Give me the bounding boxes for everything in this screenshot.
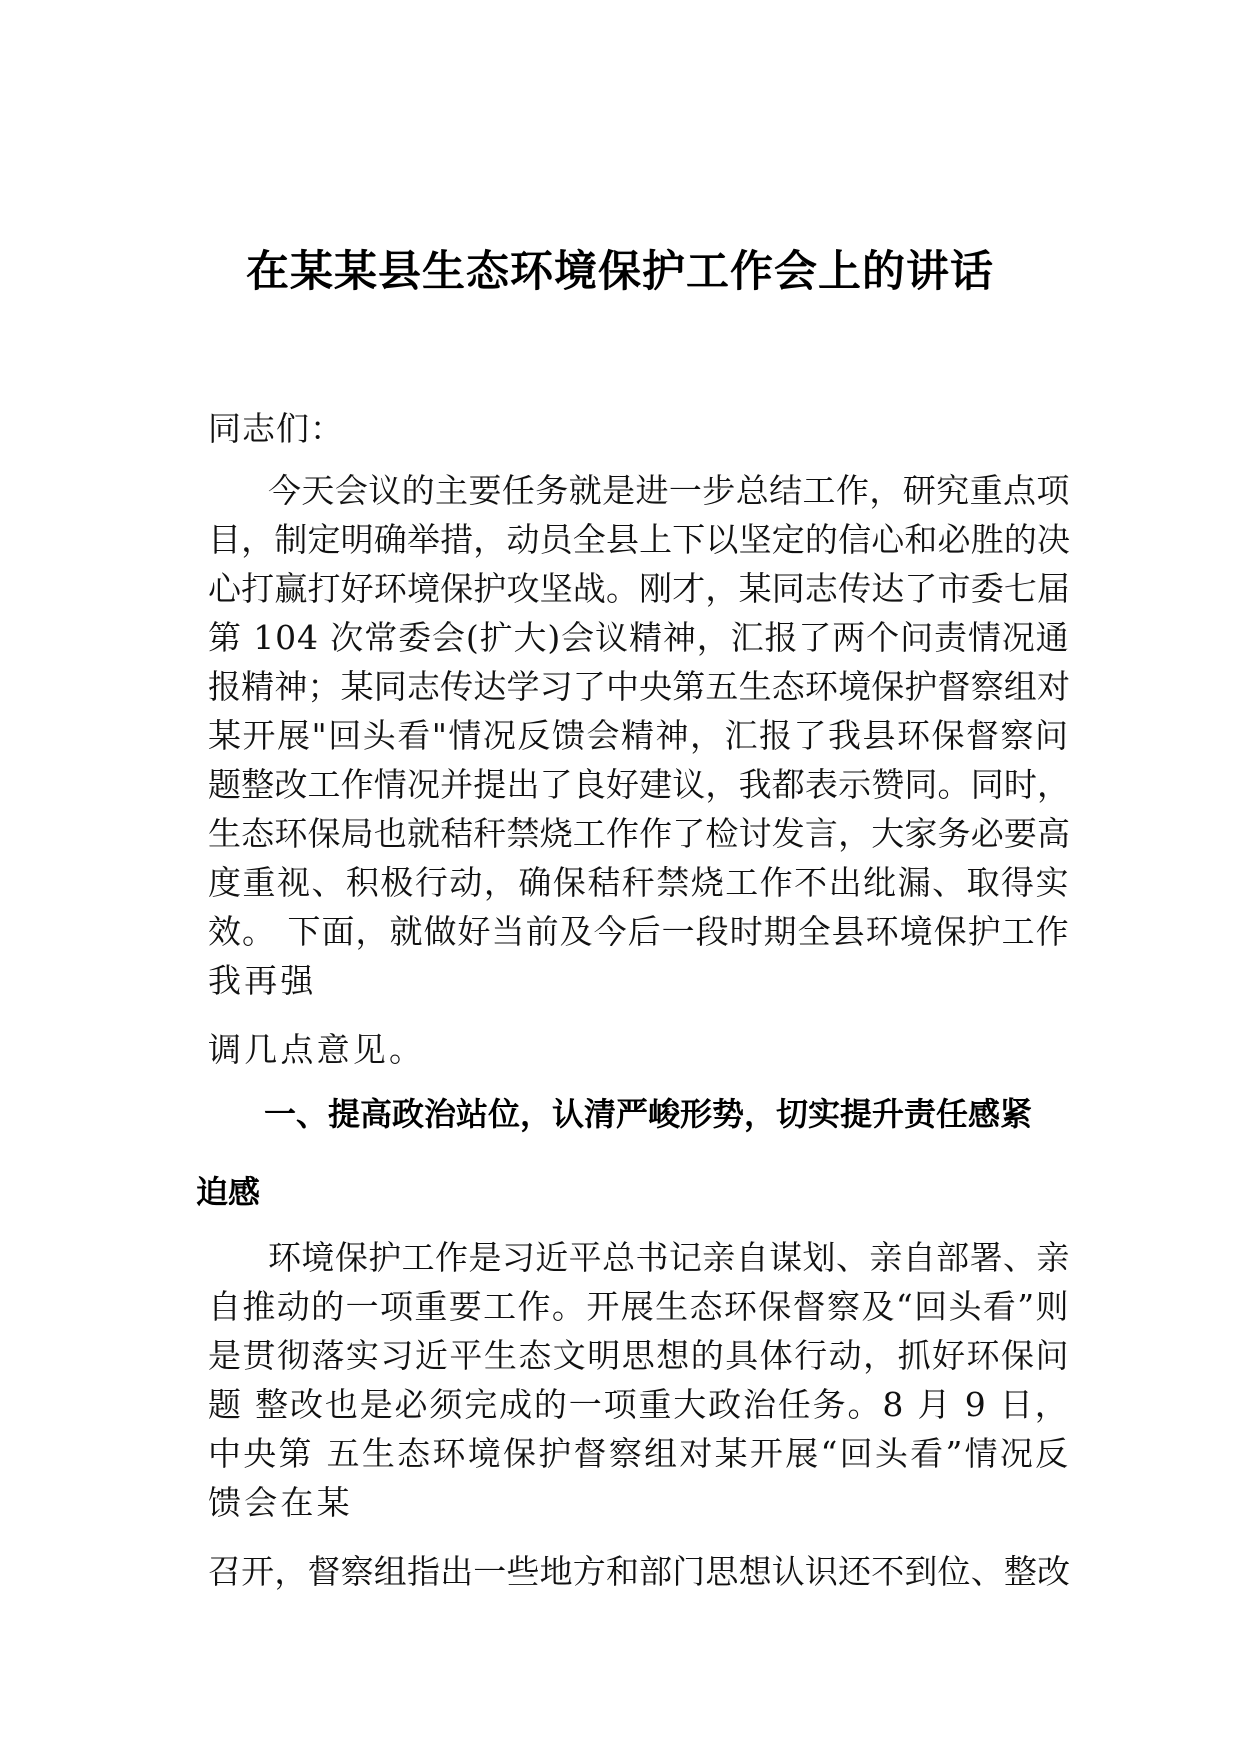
paragraph-line: 我再强 — [208, 961, 317, 1000]
paragraph-line: 心打赢打好环境保护攻坚战。刚才，某同志传达了市委七届 — [208, 569, 1071, 608]
paragraph-line: 自推动的一项重要工作。开展生态环保督察及“回头看”则 — [208, 1287, 1070, 1326]
paragraph-line: 是贯彻落实习近平生态文明思想的具体行动，抓好环保问 — [208, 1336, 1070, 1375]
paragraph-line: 度重视、积极行动，确保秸秆禁烧工作不出纰漏、取得实 — [208, 863, 1070, 902]
paragraph-line: 调几点意见。 — [208, 1030, 426, 1069]
paragraph-line: 题 整改也是必须完成的一项重大政治任务。8 月 9 日， — [208, 1385, 1070, 1424]
paragraph-line: 某开展"回头看"情况反馈会精神，汇报了我县环保督察问 — [208, 716, 1070, 755]
paragraph-line: 效。 下面，就做好当前及今后一段时期全县环境保护工作 — [208, 912, 1070, 951]
paragraph-line: 第 104 次常委会(扩大)会议精神，汇报了两个问责情况通 — [208, 618, 1070, 657]
paragraph-line: 报精神；某同志传达学习了中央第五生态环境保护督察组对 — [208, 667, 1071, 706]
section-heading-1-cont: 迫感 — [196, 1173, 261, 1211]
paragraph-line: 生态环保局也就秸秆禁烧工作作了检讨发言，大家务必要高 — [208, 814, 1071, 853]
paragraph-line: 馈会在某 — [208, 1483, 353, 1522]
salutation: 同志们： — [208, 409, 344, 448]
document-title: 在某某县生态环境保护工作会上的讲话 — [246, 247, 994, 297]
paragraph-line: 召开，督察组指出一些地方和部门思想认识还不到位、整改 — [208, 1552, 1071, 1591]
paragraph-line: 中央第 五生态环境保护督察组对某开展“回头看”情况反 — [208, 1434, 1071, 1473]
paragraph-line: 环境保护工作是习近平总书记亲自谋划、亲自部署、亲 — [268, 1238, 1070, 1277]
paragraph-line: 题整改工作情况并提出了良好建议，我都表示赞同。同时， — [208, 765, 1071, 804]
paragraph-line: 目，制定明确举措，动员全县上下以坚定的信心和必胜的决 — [208, 520, 1071, 559]
section-heading-1: 一、提高政治站位，认清严峻形势，切实提升责任感紧 — [264, 1095, 1033, 1133]
paragraph-line: 今天会议的主要任务就是进一步总结工作，研究重点项 — [268, 471, 1070, 510]
